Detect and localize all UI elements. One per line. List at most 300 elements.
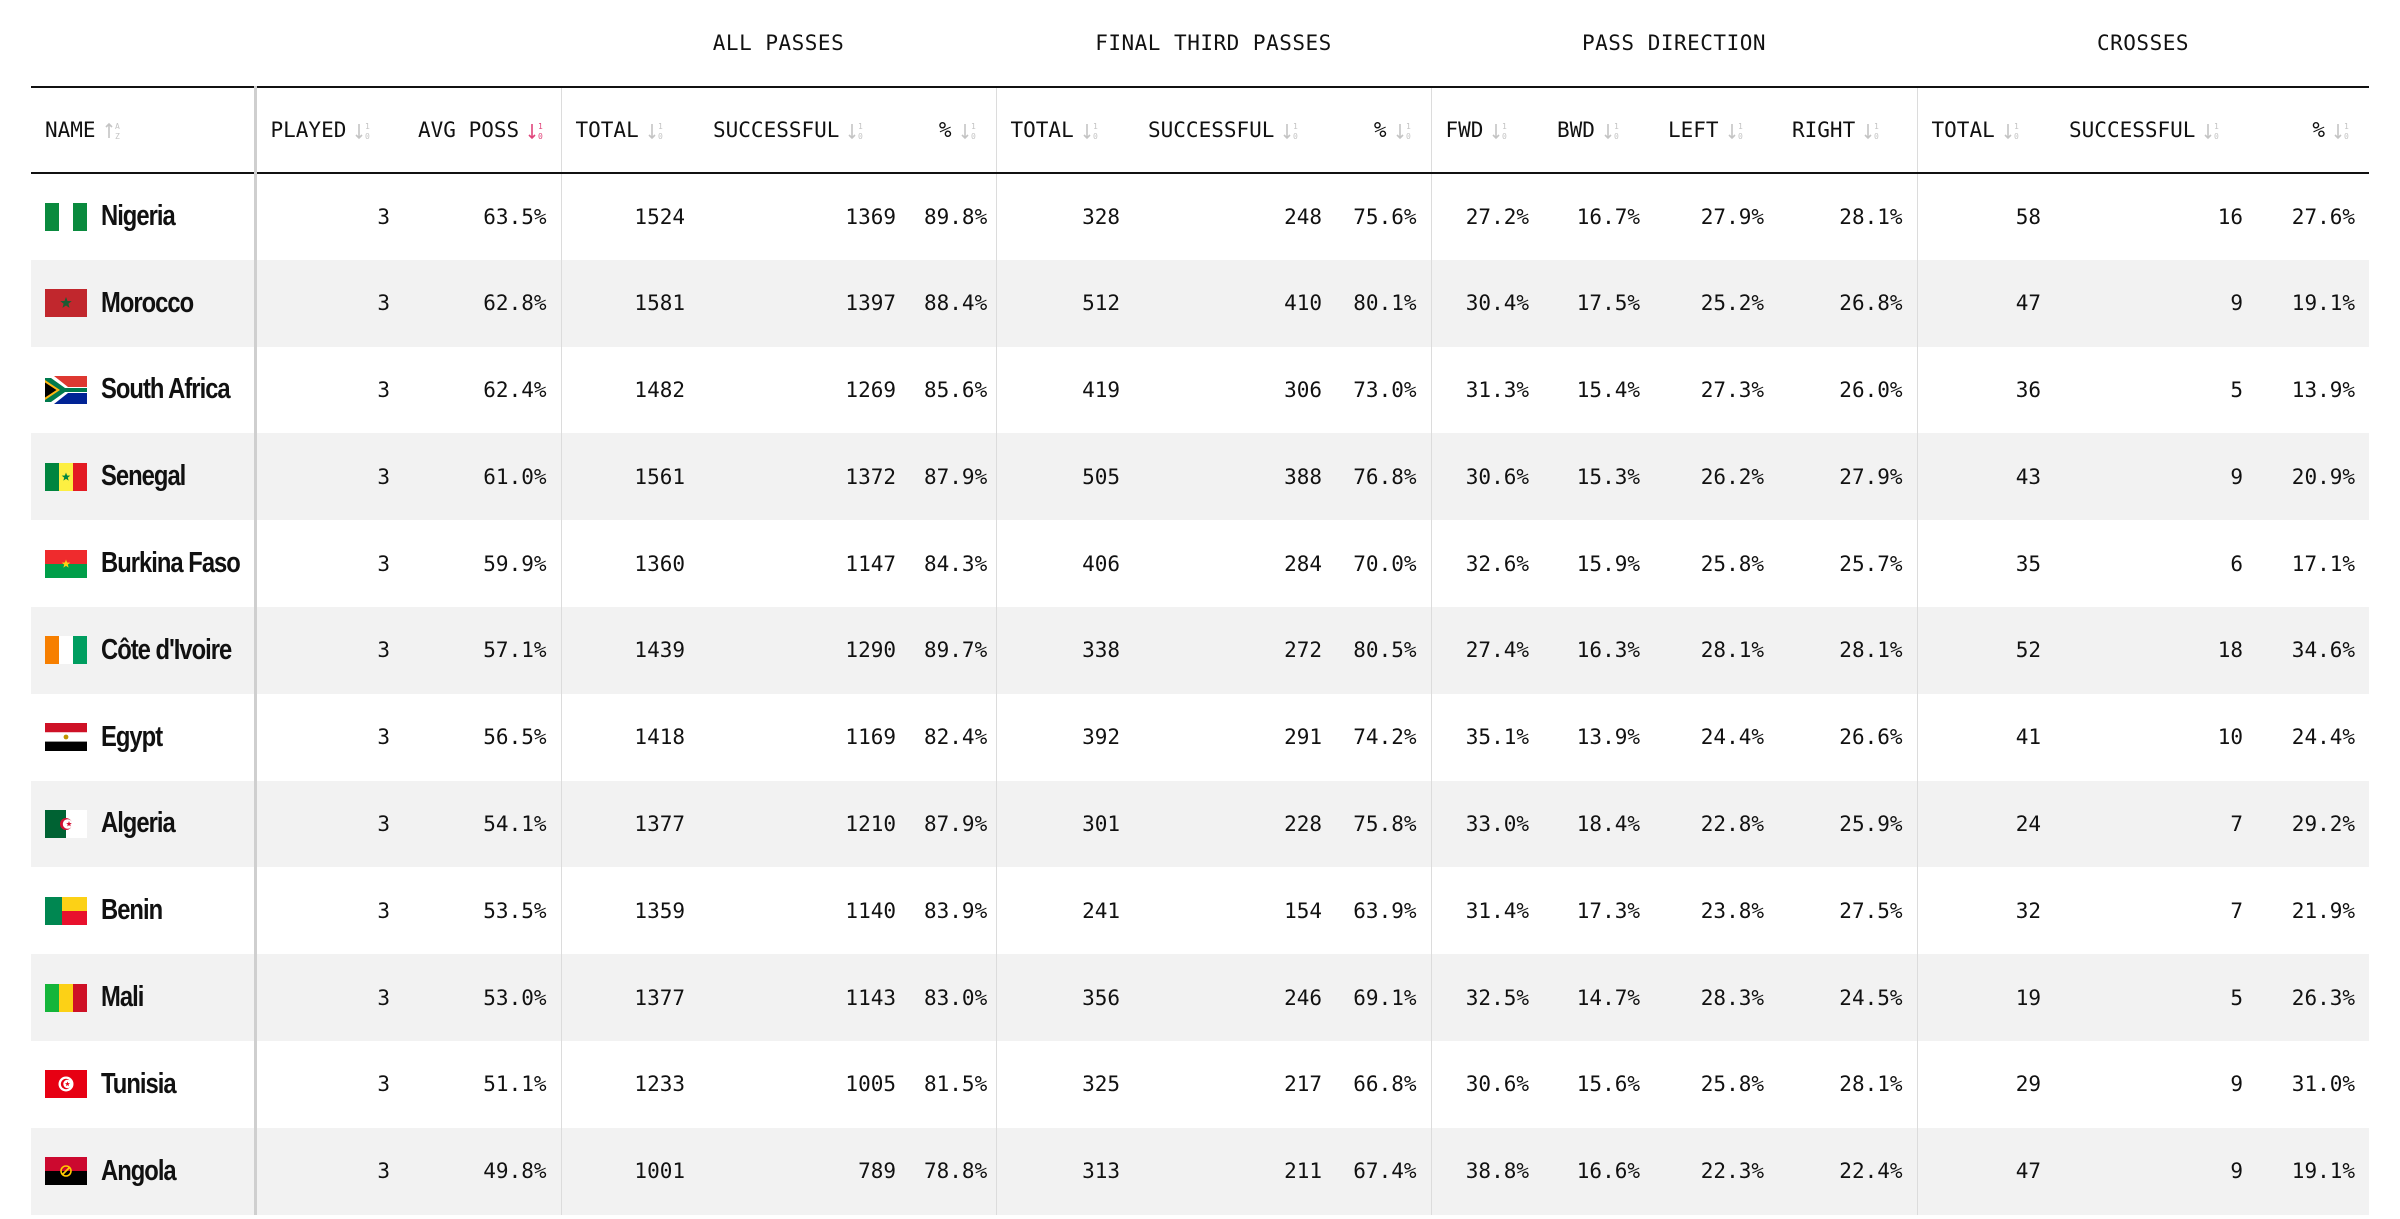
cell-ft-successful: 306: [1284, 377, 1322, 402]
team-name-cell: [31, 1041, 255, 1128]
cell-played: 3: [255, 607, 404, 694]
flag-south-africa-icon: [45, 376, 87, 404]
cell-cr-successful: 7: [2055, 781, 2257, 868]
svg-text:1: 1: [2013, 122, 2019, 131]
cell-right: 28.1%: [1839, 1072, 1903, 1097]
flag-burkina-faso-icon: [45, 550, 87, 578]
team-cell-content: [45, 981, 240, 1014]
table-row[interactable]: [31, 347, 2369, 434]
sort-alpha-icon[interactable]: [104, 120, 126, 142]
cell-fwd: 38.8%: [1431, 1128, 1543, 1215]
cell-right: 26.8%: [1778, 260, 1917, 347]
svg-text:1: 1: [1293, 122, 1299, 131]
team-cell-content: [45, 634, 240, 667]
cell-bwd: 16.7%: [1576, 204, 1640, 229]
cell-avg-poss: 61.0%: [404, 433, 561, 520]
team-name[interactable]: Egypt: [101, 720, 163, 753]
cell-cr-pct: 31.0%: [2291, 1072, 2356, 1097]
cell-all-successful: 789: [699, 1128, 910, 1215]
svg-text:0: 0: [1405, 132, 1411, 141]
cell-fwd: 30.4%: [1431, 260, 1543, 347]
table-row[interactable]: [31, 520, 2369, 607]
cell-bwd: 15.9%: [1576, 551, 1640, 576]
team-name[interactable]: Senegal: [101, 460, 186, 493]
cell-cr-total: 36: [1917, 347, 2055, 434]
cell-ft-total: 419: [996, 347, 1134, 434]
table-row[interactable]: [31, 694, 2369, 781]
cell-avg-poss: 53.0%: [404, 954, 561, 1041]
sort-numeric-icon[interactable]: [2203, 120, 2225, 142]
svg-text:1: 1: [2214, 122, 2220, 131]
column-header-cr-pct[interactable]: [2257, 87, 2369, 173]
cell-played: 3: [377, 204, 390, 229]
svg-text:1: 1: [1502, 122, 1508, 131]
cell-ft-total: 328: [996, 173, 1134, 260]
cell-right: 22.4%: [1778, 1128, 1917, 1215]
cell-ft-pct: 73.0%: [1353, 377, 1417, 402]
cell-all-successful: 1369: [845, 204, 896, 229]
cell-played: 3: [377, 551, 390, 576]
cell-cr-total: 47: [1917, 260, 2055, 347]
cell-ft-total: 325: [996, 1041, 1134, 1128]
cell-all-successful: 1140: [845, 898, 896, 923]
column-header-label: SUCCESSFUL: [2069, 118, 2196, 142]
cell-ft-total: 338: [996, 607, 1134, 694]
cell-right: 26.0%: [1839, 377, 1903, 402]
cell-ft-successful: 284: [1284, 551, 1322, 576]
cell-ft-successful: 388: [1134, 433, 1336, 520]
cell-cr-successful: 18: [2055, 607, 2257, 694]
team-cell-content: [45, 1155, 240, 1188]
cell-ft-total: 392: [996, 694, 1134, 781]
sort-numeric-icon[interactable]: [1727, 120, 1749, 142]
cell-ft-total: 406: [996, 520, 1134, 607]
svg-text:0: 0: [1502, 132, 1508, 141]
sort-numeric-icon[interactable]: [647, 120, 669, 142]
column-header-label: TOTAL: [575, 118, 639, 142]
column-header-all-total[interactable]: [561, 87, 699, 173]
team-name[interactable]: South Africa: [101, 373, 230, 406]
svg-text:0: 0: [1613, 132, 1619, 141]
cell-played: 3: [255, 1128, 404, 1215]
sort-numeric-icon[interactable]: [1603, 120, 1625, 142]
svg-text:1: 1: [538, 122, 543, 131]
column-header-label: AVG POSS: [418, 118, 520, 142]
team-name[interactable]: Morocco: [101, 286, 194, 319]
cell-ft-pct: 76.8%: [1336, 433, 1431, 520]
svg-text:0: 0: [365, 132, 371, 141]
cell-all-total: 1360: [561, 520, 699, 607]
cell-cr-successful: 9: [2055, 1128, 2257, 1215]
cell-bwd: 13.9%: [1576, 725, 1640, 750]
svg-text:0: 0: [858, 132, 864, 141]
column-header-name[interactable]: [31, 87, 255, 173]
cell-fwd: 30.6%: [1431, 433, 1543, 520]
cell-cr-total: 58: [1917, 173, 2055, 260]
cell-all-total: 1581: [561, 260, 699, 347]
cell-all-pct: 81.5%: [924, 1072, 988, 1097]
team-name[interactable]: Côte d'Ivoire: [101, 633, 232, 666]
cell-all-total: 1524: [561, 173, 699, 260]
cell-played: 3: [377, 1072, 390, 1097]
team-name-cell: [31, 260, 255, 347]
column-header-fwd[interactable]: [1431, 87, 1543, 173]
team-name-cell: [31, 694, 255, 781]
flag-egypt-icon: [45, 723, 87, 751]
cell-played: 3: [377, 725, 390, 750]
cell-left: 28.3%: [1654, 954, 1778, 1041]
group-header-crosses: CROSSES: [1917, 0, 2369, 87]
cell-all-total: 1482: [561, 347, 699, 434]
team-cell-content: [45, 200, 240, 233]
cell-all-total: 1377: [561, 781, 699, 868]
team-name[interactable]: Nigeria: [101, 200, 175, 233]
team-cell-content: [45, 721, 240, 754]
cell-all-successful: 1147: [845, 551, 896, 576]
column-header-label: TOTAL: [1931, 118, 1995, 142]
column-header-label: SUCCESSFUL: [1148, 118, 1275, 142]
cell-cr-pct: 27.6%: [2291, 204, 2356, 229]
cell-right: 26.6%: [1839, 725, 1903, 750]
team-cell-content: [45, 373, 240, 406]
svg-text:1: 1: [657, 122, 663, 131]
column-header-label: TOTAL: [1010, 118, 1074, 142]
cell-bwd: 17.3%: [1576, 898, 1640, 923]
cell-avg-poss: 56.5%: [483, 725, 547, 750]
cell-cr-total: 35: [1917, 520, 2055, 607]
passing-stats-table: [31, 0, 2369, 1215]
column-header-left[interactable]: [1654, 87, 1778, 173]
cell-cr-successful: 5: [2230, 377, 2244, 402]
cell-all-pct: 89.8%: [924, 204, 988, 229]
cell-right: 28.1%: [1778, 607, 1917, 694]
cell-fwd: 32.5%: [1431, 954, 1543, 1041]
cell-cr-pct: 34.6%: [2257, 607, 2369, 694]
cell-played: 3: [377, 377, 390, 402]
cell-all-successful: 1397: [699, 260, 910, 347]
cell-all-pct: 78.8%: [910, 1128, 996, 1215]
svg-text:1: 1: [1874, 122, 1880, 131]
team-name[interactable]: Benin: [101, 894, 163, 927]
cell-ft-successful: 217: [1284, 1072, 1322, 1097]
column-header-all-successful[interactable]: [699, 87, 910, 173]
cell-all-total: 1377: [561, 954, 699, 1041]
svg-text:0: 0: [1874, 132, 1880, 141]
group-header-all-passes: ALL PASSES: [561, 0, 996, 87]
cell-fwd: 31.3%: [1431, 347, 1543, 434]
team-name-cell: [31, 781, 255, 868]
column-header-label: %: [2312, 118, 2326, 142]
cell-cr-total: 41: [1917, 694, 2055, 781]
cell-left: 25.2%: [1654, 260, 1778, 347]
team-name[interactable]: Algeria: [101, 807, 175, 840]
cell-all-pct: 84.3%: [924, 551, 988, 576]
cell-bwd: 15.4%: [1576, 377, 1640, 402]
cell-ft-successful: 291: [1284, 725, 1322, 750]
cell-bwd: 18.4%: [1543, 781, 1654, 868]
cell-fwd: 27.4%: [1431, 607, 1543, 694]
cell-avg-poss: 62.4%: [483, 377, 547, 402]
table-row[interactable]: [31, 260, 2369, 347]
cell-fwd: 30.6%: [1431, 1041, 1543, 1128]
cell-bwd: 16.6%: [1543, 1128, 1654, 1215]
cell-avg-poss: 59.9%: [483, 551, 547, 576]
column-header-played[interactable]: [255, 87, 404, 173]
cell-all-successful: 1290: [699, 607, 910, 694]
cell-cr-total: 32: [1917, 867, 2055, 954]
flag-angola-icon: [45, 1157, 87, 1185]
cell-all-total: 1359: [561, 867, 699, 954]
cell-cr-total: 43: [1917, 433, 2055, 520]
cell-bwd: 17.5%: [1543, 260, 1654, 347]
cell-cr-successful: 5: [2055, 954, 2257, 1041]
cell-played: 3: [255, 954, 404, 1041]
cell-ft-successful: 228: [1134, 781, 1336, 868]
cell-cr-successful: 10: [2217, 725, 2244, 750]
cell-all-successful: 1372: [699, 433, 910, 520]
group-header-final-third-passes: FINAL THIRD PASSES: [996, 0, 1431, 87]
cell-ft-pct: 80.5%: [1336, 607, 1431, 694]
column-header-label: RIGHT: [1792, 118, 1856, 142]
table-row[interactable]: [31, 433, 2369, 520]
team-name-cell: [31, 433, 255, 520]
svg-text:0: 0: [2214, 132, 2220, 141]
sort-numeric-icon[interactable]: [960, 120, 982, 142]
column-header-label: PLAYED: [270, 118, 347, 142]
cell-ft-successful: 246: [1134, 954, 1336, 1041]
table-row[interactable]: [31, 1128, 2369, 1215]
column-header-cr-successful[interactable]: [2055, 87, 2257, 173]
sort-numeric-icon[interactable]: [1282, 120, 1304, 142]
cell-all-total: 1418: [561, 694, 699, 781]
cell-right: 27.9%: [1778, 433, 1917, 520]
cell-cr-pct: 29.2%: [2257, 781, 2369, 868]
svg-text:Z: Z: [114, 132, 120, 141]
sort-numeric-icon[interactable]: [1491, 120, 1513, 142]
svg-text:1: 1: [365, 122, 371, 131]
column-header-label: %: [1373, 118, 1387, 142]
team-name-cell: [31, 607, 255, 694]
team-name[interactable]: Mali: [101, 981, 144, 1014]
cell-bwd: 14.7%: [1543, 954, 1654, 1041]
table-row[interactable]: [31, 607, 2369, 694]
column-header-label: %: [938, 118, 952, 142]
cell-played: 3: [255, 433, 404, 520]
cell-ft-pct: 74.2%: [1353, 725, 1417, 750]
svg-text:0: 0: [2344, 132, 2349, 141]
flag-mali-icon: [45, 984, 87, 1012]
sort-numeric-icon[interactable]: [2333, 120, 2355, 142]
flag-tunisia-icon: [45, 1070, 87, 1098]
sort-numeric-icon[interactable]: [847, 120, 869, 142]
cell-all-successful: 1169: [845, 725, 896, 750]
sort-numeric-icon[interactable]: [354, 120, 376, 142]
sort-numeric-icon[interactable]: [1863, 120, 1885, 142]
table-row[interactable]: [31, 954, 2369, 1041]
svg-text:0: 0: [657, 132, 663, 141]
cell-bwd: 15.6%: [1576, 1072, 1640, 1097]
cell-left: 22.3%: [1654, 1128, 1778, 1215]
cell-avg-poss: 49.8%: [404, 1128, 561, 1215]
flag-senegal-icon: [45, 463, 87, 491]
cell-ft-total: 505: [996, 433, 1134, 520]
team-cell-content: [45, 287, 240, 320]
cell-cr-total: 29: [1917, 1041, 2055, 1128]
cell-ft-total: 512: [996, 260, 1134, 347]
team-name-cell: [31, 520, 255, 607]
cell-ft-pct: 67.4%: [1336, 1128, 1431, 1215]
cell-ft-pct: 63.9%: [1353, 898, 1417, 923]
cell-all-total: 1439: [561, 607, 699, 694]
svg-text:0: 0: [2013, 132, 2019, 141]
group-header-row: [31, 0, 2369, 87]
sort-numeric-icon[interactable]: [1395, 120, 1417, 142]
cell-ft-total: 241: [996, 867, 1134, 954]
cell-played: 3: [255, 781, 404, 868]
cell-ft-total: 313: [996, 1128, 1134, 1215]
cell-cr-pct: 13.9%: [2291, 377, 2356, 402]
cell-cr-pct: 19.1%: [2257, 1128, 2369, 1215]
column-header-bwd[interactable]: [1543, 87, 1654, 173]
team-cell-content: [45, 894, 240, 927]
svg-text:1: 1: [1092, 122, 1098, 131]
cell-left: 27.3%: [1700, 377, 1764, 402]
cell-all-successful: 1269: [845, 377, 896, 402]
cell-all-pct: 89.7%: [910, 607, 996, 694]
cell-left: 27.9%: [1700, 204, 1764, 229]
cell-cr-pct: 21.9%: [2291, 898, 2356, 923]
team-name[interactable]: Angola: [101, 1154, 176, 1187]
team-name-cell: [31, 954, 255, 1041]
cell-cr-pct: 24.4%: [2291, 725, 2356, 750]
svg-text:0: 0: [1737, 132, 1743, 141]
svg-text:1: 1: [1613, 122, 1619, 131]
cell-avg-poss: 57.1%: [404, 607, 561, 694]
cell-all-pct: 83.9%: [924, 898, 988, 923]
table-row[interactable]: [31, 173, 2369, 260]
column-header-label: FWD: [1445, 118, 1484, 142]
cell-avg-poss: 62.8%: [404, 260, 561, 347]
cell-left: 22.8%: [1654, 781, 1778, 868]
cell-all-pct: 88.4%: [910, 260, 996, 347]
cell-all-successful: 1143: [699, 954, 910, 1041]
svg-text:A: A: [114, 122, 120, 131]
column-header-label: LEFT: [1668, 118, 1719, 142]
cell-ft-pct: 75.8%: [1336, 781, 1431, 868]
cell-all-total: 1001: [561, 1128, 699, 1215]
cell-cr-pct: 19.1%: [2257, 260, 2369, 347]
team-name[interactable]: Burkina Faso: [101, 547, 240, 580]
column-header-cr-total[interactable]: [1917, 87, 2055, 173]
cell-all-successful: 1210: [699, 781, 910, 868]
cell-ft-total: 356: [996, 954, 1134, 1041]
team-cell-content: [45, 547, 240, 580]
cell-ft-pct: 69.1%: [1336, 954, 1431, 1041]
cell-played: 3: [255, 260, 404, 347]
svg-text:1: 1: [1405, 122, 1411, 131]
column-header-right[interactable]: [1778, 87, 1917, 173]
table-row[interactable]: [31, 867, 2369, 954]
cell-ft-pct: 66.8%: [1353, 1072, 1417, 1097]
cell-ft-pct: 70.0%: [1353, 551, 1417, 576]
cell-all-total: 1561: [561, 433, 699, 520]
cell-cr-pct: 26.3%: [2257, 954, 2369, 1041]
cell-cr-total: 47: [1917, 1128, 2055, 1215]
cell-all-pct: 82.4%: [924, 725, 988, 750]
team-cell-content: [45, 807, 240, 840]
cell-right: 28.1%: [1839, 204, 1903, 229]
svg-text:0: 0: [538, 132, 543, 141]
cell-bwd: 15.3%: [1543, 433, 1654, 520]
column-header-ft-successful[interactable]: [1134, 87, 1336, 173]
column-header-avg-poss[interactable]: [404, 87, 561, 173]
cell-fwd: 31.4%: [1431, 867, 1543, 954]
team-cell-content: [45, 1068, 240, 1101]
flag-benin-icon: [45, 897, 87, 925]
cell-cr-successful: 9: [2230, 1072, 2244, 1097]
cell-left: 23.8%: [1700, 898, 1764, 923]
cell-left: 26.2%: [1654, 433, 1778, 520]
flag-algeria-icon: [45, 810, 87, 838]
team-name[interactable]: Tunisia: [101, 1067, 176, 1100]
column-header-label: BWD: [1557, 118, 1595, 142]
svg-text:1: 1: [970, 122, 976, 131]
cell-fwd: 35.1%: [1431, 694, 1543, 781]
table-row[interactable]: [31, 781, 2369, 868]
cell-ft-total: 301: [996, 781, 1134, 868]
column-header-label: SUCCESSFUL: [713, 118, 840, 142]
column-header-all-pct[interactable]: [910, 87, 996, 173]
cell-right: 25.9%: [1778, 781, 1917, 868]
table-row[interactable]: [31, 1041, 2369, 1128]
cell-right: 27.5%: [1839, 898, 1903, 923]
column-header-row: [31, 87, 2369, 173]
cell-cr-pct: 17.1%: [2291, 551, 2356, 576]
cell-right: 25.7%: [1839, 551, 1903, 576]
flag-nigeria-icon: [45, 203, 87, 231]
stats-table-container: [31, 0, 2369, 1215]
cell-cr-total: 24: [1917, 781, 2055, 868]
column-header-ft-pct[interactable]: [1336, 87, 1431, 173]
cell-cr-total: 19: [1917, 954, 2055, 1041]
cell-cr-successful: 16: [2217, 204, 2244, 229]
cell-ft-pct: 75.6%: [1353, 204, 1417, 229]
cell-avg-poss: 51.1%: [483, 1072, 547, 1097]
sort-numeric-icon[interactable]: [1082, 120, 1104, 142]
column-header-ft-total[interactable]: [996, 87, 1134, 173]
cell-cr-successful: 9: [2055, 433, 2257, 520]
team-name-cell: [31, 173, 255, 260]
cell-all-pct: 83.0%: [910, 954, 996, 1041]
cell-avg-poss: 63.5%: [483, 204, 547, 229]
cell-cr-total: 52: [1917, 607, 2055, 694]
group-header-pass-direction: PASS DIRECTION: [1431, 0, 1917, 87]
cell-cr-pct: 20.9%: [2257, 433, 2369, 520]
cell-left: 25.8%: [1700, 551, 1764, 576]
cell-fwd: 32.6%: [1431, 520, 1543, 607]
cell-all-pct: 85.6%: [924, 377, 988, 402]
svg-text:0: 0: [1293, 132, 1299, 141]
cell-avg-poss: 54.1%: [404, 781, 561, 868]
cell-left: 25.8%: [1700, 1072, 1764, 1097]
cell-avg-poss: 53.5%: [483, 898, 547, 923]
sort-numeric-icon[interactable]: [2003, 120, 2025, 142]
sort-descending-active-icon[interactable]: [527, 120, 549, 142]
svg-text:1: 1: [858, 122, 864, 131]
cell-left: 24.4%: [1700, 725, 1764, 750]
column-header-label: NAME: [45, 118, 96, 142]
group-header-blank: [31, 0, 561, 87]
